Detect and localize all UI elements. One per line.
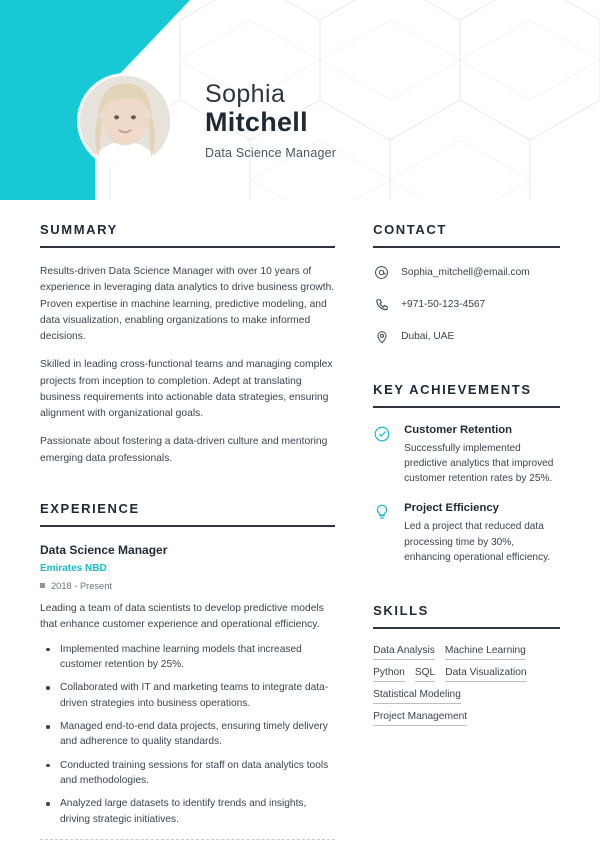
right-column (373, 222, 560, 840)
job-dates: 2018 - Present (51, 580, 112, 591)
last-name: Mitchell (205, 106, 308, 137)
achievement-item (373, 424, 560, 486)
achievements-section (373, 382, 560, 565)
name-block (205, 80, 336, 160)
spacer (373, 360, 560, 382)
section-divider (373, 627, 560, 629)
achievement-text (404, 424, 560, 486)
skill-item: SQL (415, 667, 435, 682)
contact-item-phone[interactable] (373, 296, 560, 313)
job-bullet-list (40, 642, 335, 827)
achievement-title: Project Efficiency (404, 502, 499, 515)
summary-paragraph: Skilled in leading cross-functional teams and managing complex projects from inception to completion. Adept at translating business requirements into actionable data strategies, ensuring alignment with organizational goals. (40, 359, 333, 420)
contact-location-value: Dubai, UAE (401, 331, 455, 342)
achievement-title: Customer Retention (404, 424, 513, 436)
resume-header (0, 0, 600, 200)
phone-icon (373, 296, 390, 313)
skills-list (373, 645, 560, 726)
experience-heading: EXPERIENCE (40, 500, 140, 516)
job-bullet: Collaborated with IT and marketing teams to integrate data-driven strategies into business operations. (44, 680, 335, 711)
section-divider (373, 406, 560, 408)
lightbulb-icon (373, 503, 392, 522)
avatar (77, 73, 173, 169)
job-bullet: Implemented machine learning models that increased customer retention by 25%. (44, 642, 335, 673)
job-summary: Leading a team of data scientists to develop predictive models that enhance customer experience and operational efficiency. (40, 602, 324, 630)
section-divider (373, 246, 560, 248)
job-bullet: Analyzed large datasets to identify trends and insights, driving strategic initiatives. (44, 796, 335, 827)
achievement-description: Led a project that reduced data processing time by 30%, enhancing operational efficiency. (404, 521, 551, 563)
skill-item: Data Analysis (373, 645, 435, 660)
job-title: Data Science Manager (205, 145, 337, 160)
first-name: Sophia (205, 80, 286, 108)
email-icon (373, 264, 390, 281)
avatar-photo (80, 76, 170, 166)
skill-item: Machine Learning (445, 645, 526, 660)
job-bullet: Managed end-to-end data projects, ensuring timely delivery and adherence to quality standards. (44, 719, 335, 750)
spacer (40, 479, 335, 501)
summary-heading: SUMMARY (40, 222, 118, 237)
skill-item: Data Visualization (445, 667, 526, 682)
contact-phone-value: +971-50-123-4567 (401, 299, 486, 310)
contact-item-location[interactable] (373, 328, 560, 345)
experience-section (40, 501, 335, 840)
entry-divider (40, 839, 335, 840)
summary-paragraph: Results-driven Data Science Manager with over 10 years of experience in leveraging data analytics to drive business growth. Proven expertise in machine learning, predictive modeling, and data visualization, enabling organizations to make informed decisions. (40, 266, 335, 343)
job-company: Emirates NBD (40, 562, 107, 574)
skill-item: Python (373, 667, 405, 682)
achievement-text (404, 502, 560, 564)
contact-heading: CONTACT (373, 222, 447, 237)
section-divider (40, 246, 335, 248)
skill-item: Statistical Modeling (373, 689, 461, 704)
skills-heading: SKILLS (373, 602, 429, 618)
resume-body (0, 200, 600, 840)
achievement-description: Successfully implemented predictive analytics that improved customer retention rates by 25%. (404, 443, 554, 485)
spacer (373, 581, 560, 603)
contact-email-value: Sophia_mitchell@email.com (401, 267, 530, 278)
contact-section (373, 222, 560, 345)
job-dates-row (40, 581, 335, 591)
contact-item-email[interactable] (373, 264, 560, 281)
date-marker-icon (40, 583, 45, 588)
job-bullet: Conducted training sessions for staff on data analytics tools and methodologies. (44, 758, 335, 789)
skill-item: Project Management (373, 711, 467, 726)
summary-section (40, 222, 335, 467)
experience-entry (40, 543, 335, 840)
location-icon (373, 328, 390, 345)
achievement-item (373, 502, 560, 564)
job-role: Data Science Manager (40, 542, 168, 557)
left-column (40, 222, 335, 840)
skills-section (373, 603, 560, 726)
section-divider (40, 525, 335, 527)
achievements-heading: KEY ACHIEVEMENTS (373, 382, 532, 397)
target-icon (373, 425, 392, 444)
summary-paragraph: Passionate about fostering a data-driven culture and mentoring emerging data professionals. (40, 436, 328, 464)
